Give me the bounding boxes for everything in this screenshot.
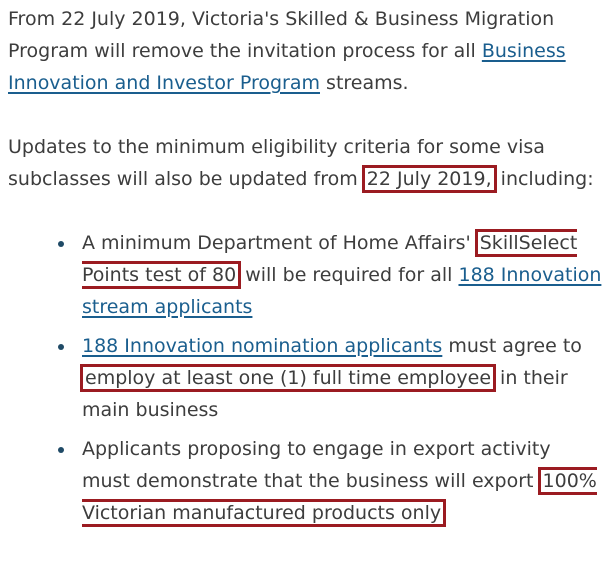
updates-text-before: Updates to the minimum eligibility criteria for some visa subclasses will also be updated from (8, 136, 545, 190)
bullet-dot (58, 447, 64, 453)
list-item-points-test (8, 227, 602, 323)
list-item-employee (8, 330, 602, 426)
export-products-highlight: 100% Victorian manufactured products only (82, 467, 597, 527)
intro-text-before: From 22 July 2019, Victoria's Skilled & Business Migration Program will remove the invitation process for all (8, 8, 555, 62)
points-test-highlight: SkillSelect Points test of 80 (82, 229, 577, 289)
employee-highlight: employ at least one (1) full time employee (80, 364, 496, 392)
bullet2-text-after: in their main business (82, 367, 568, 421)
innovation-nomination-applicants-link[interactable]: 188 Innovation nomination applicants (82, 335, 443, 357)
intro-text-after: streams. (320, 72, 409, 94)
intro-paragraph (8, 3, 598, 99)
date-highlight: 22 July 2019, (362, 165, 497, 193)
criteria-list (8, 227, 604, 529)
updates-paragraph (8, 131, 598, 195)
bullet1-text-before: A minimum Department of Home Affairs' (82, 232, 477, 254)
bullet-dot (58, 344, 64, 350)
article-content (8, 3, 604, 536)
bullet1-text-mid: will be required for all (239, 264, 459, 286)
updates-text-after: including: (494, 168, 594, 190)
bullet2-text-before: must agree to (442, 335, 582, 357)
bullet-dot (58, 241, 64, 247)
business-innovation-investor-link[interactable]: Business Innovation and Investor Program (8, 40, 566, 94)
bullet3-text-before: Applicants proposing to engage in export activity must demonstrate that the business will export (82, 438, 551, 492)
innovation-stream-applicants-link[interactable]: 188 Innovation stream applicants (82, 264, 602, 318)
list-item-export (8, 433, 602, 529)
